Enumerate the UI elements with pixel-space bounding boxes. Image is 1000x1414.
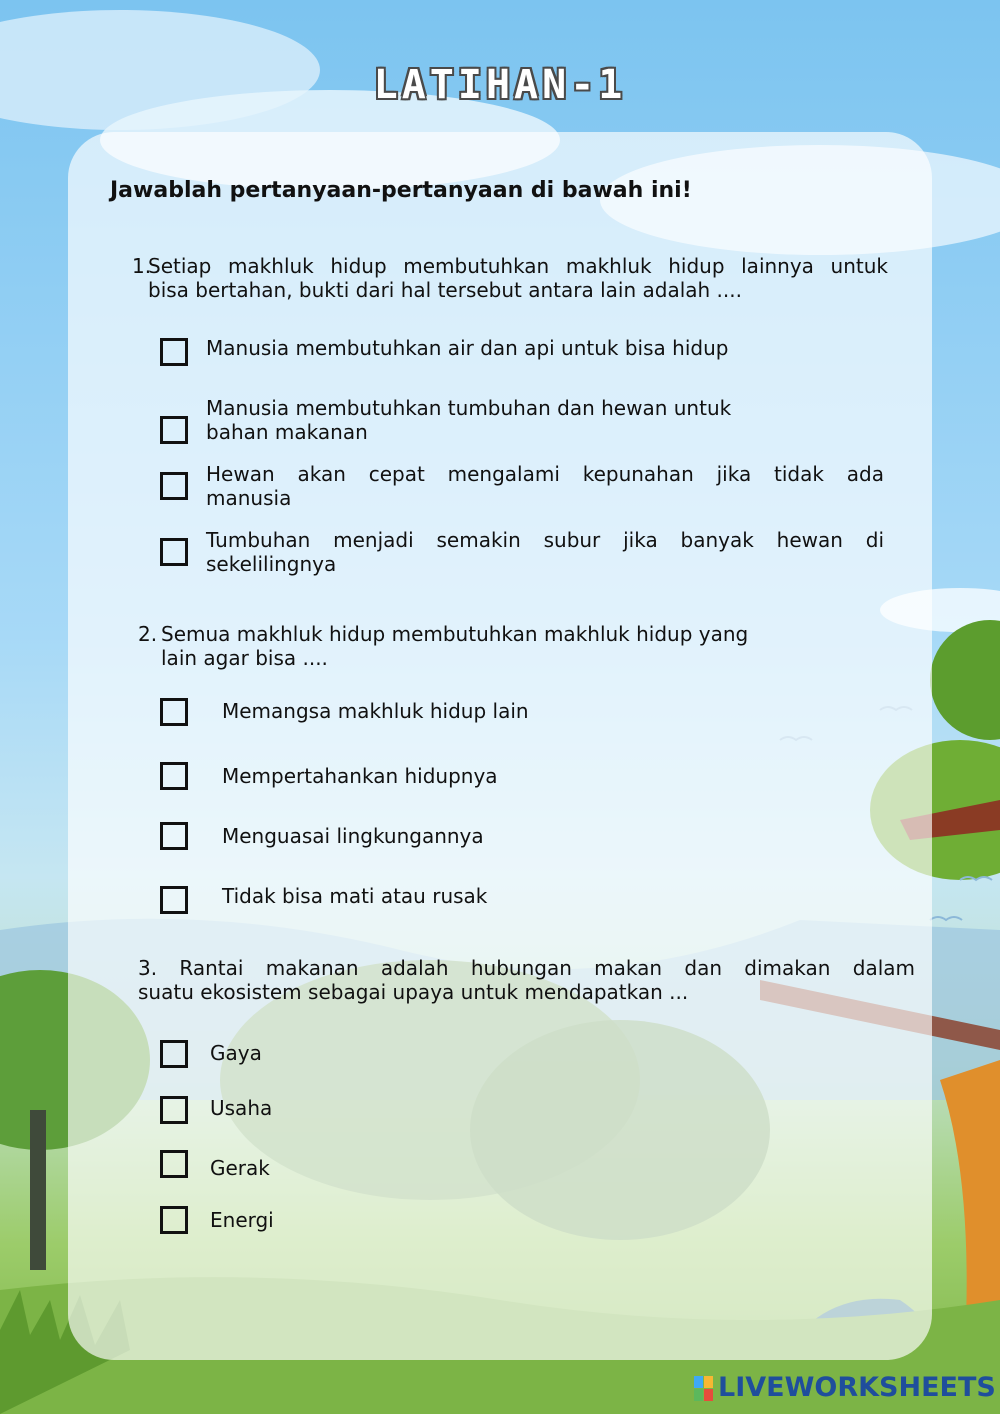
- option-text: [206, 528, 884, 576]
- question-number: 2.: [138, 622, 158, 646]
- answer-checkbox[interactable]: [160, 886, 188, 914]
- question-text-line: Setiap makhluk hidup membutuhkan makhluk hidup lainnya untuk: [148, 254, 888, 278]
- question-text-line: lain agar bisa ....: [161, 646, 328, 670]
- option-label: bahan makanan: [206, 420, 368, 444]
- answer-checkbox[interactable]: [160, 822, 188, 850]
- page-title: LATIHAN-1: [373, 62, 627, 108]
- liveworksheets-logo-icon: [694, 1376, 714, 1402]
- option-label: Tidak bisa mati atau rusak: [222, 884, 488, 908]
- option-label: sekelilingnya: [206, 552, 337, 576]
- question-text-line: [138, 956, 915, 980]
- option-text: [206, 396, 884, 444]
- answer-checkbox[interactable]: [160, 472, 188, 500]
- answer-checkbox[interactable]: [160, 1206, 188, 1234]
- option-label: Mempertahankan hidupnya: [222, 764, 498, 788]
- option-text: [206, 462, 884, 510]
- answer-checkbox[interactable]: [160, 1040, 188, 1068]
- question-number: 3.: [138, 956, 158, 980]
- option-label: Manusia membutuhkan air dan api untuk bisa hidup: [206, 336, 729, 360]
- tree-right: [930, 620, 1000, 740]
- answer-checkbox[interactable]: [160, 1096, 188, 1124]
- question-text: Rantai makanan adalah hubungan makan dan dimakan dalam: [179, 956, 915, 980]
- answer-checkbox[interactable]: [160, 762, 188, 790]
- tree-trunk-left: [30, 1110, 46, 1270]
- option-label: Tumbuhan menjadi semakin subur jika banyak hewan di: [206, 528, 884, 552]
- option-label: Usaha: [210, 1096, 273, 1120]
- option-label: Energi: [210, 1208, 274, 1232]
- option-label: Memangsa makhluk hidup lain: [222, 699, 529, 723]
- question-text-line: suatu ekosistem sebagai upaya untuk mendapatkan ...: [138, 980, 689, 1004]
- option-label: Hewan akan cepat mengalami kepunahan jika tidak ada: [206, 462, 884, 486]
- answer-checkbox[interactable]: [160, 538, 188, 566]
- question-text-line: Semua makhluk hidup membutuhkan makhluk hidup yang: [161, 622, 749, 646]
- option-label: manusia: [206, 486, 292, 510]
- bird: [930, 917, 962, 920]
- option-label: Gaya: [210, 1041, 262, 1065]
- answer-checkbox[interactable]: [160, 416, 188, 444]
- option-label: Gerak: [210, 1156, 270, 1180]
- question-text-line: bisa bertahan, bukti dari hal tersebut antara lain adalah ....: [148, 278, 742, 302]
- option-label: Menguasai lingkungannya: [222, 824, 484, 848]
- option-text: [206, 336, 884, 360]
- option-label: Manusia membutuhkan tumbuhan dan hewan untuk: [206, 396, 732, 420]
- answer-checkbox[interactable]: [160, 1150, 188, 1178]
- answer-checkbox[interactable]: [160, 338, 188, 366]
- watermark: LIVEWORKSHEETS: [718, 1372, 996, 1403]
- worksheet-panel: [68, 132, 932, 1360]
- instruction-heading: Jawablah pertanyaan-pertanyaan di bawah ini!: [110, 178, 692, 203]
- answer-checkbox[interactable]: [160, 698, 188, 726]
- question-number: 1.: [132, 254, 152, 278]
